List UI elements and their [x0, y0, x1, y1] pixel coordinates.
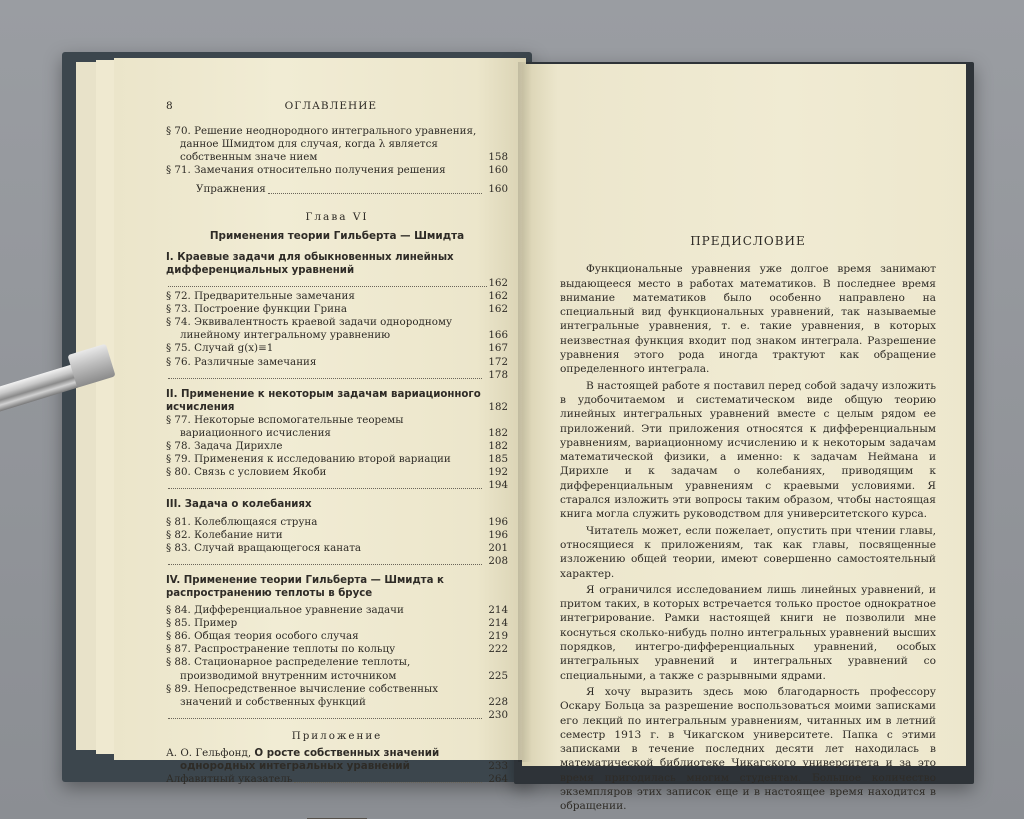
book-gutter	[518, 62, 532, 762]
toc-part-end-page: 230	[166, 709, 508, 722]
toc-entry: § 76. Различные замечания 172	[166, 355, 508, 368]
toc-entry: § 71. Замечания относительно получения решения 160	[166, 164, 508, 177]
pen-clip	[67, 344, 115, 388]
toc-entry: § 72. Предварительные замечания 162	[166, 290, 508, 303]
toc-entry: § 87. Распространение теплоты по кольцу 222	[166, 643, 508, 656]
toc-entry: § 80. Связь с условием Якоби 192	[166, 466, 508, 479]
toc-entry: § 74. Эквивалентность краевой задачи однородному линейному интегральному уравнению 166	[166, 316, 508, 342]
toc-entry: § 84. Дифференциальное уравнение задачи 214	[166, 604, 508, 617]
preface-paragraph: Читатель может, если пожелает, опустить при чтении главы, относящиеся к приложениям, так как главы, посвященные изложению общей теории, имеют совершенно самостоятельный характер.	[560, 524, 936, 580]
toc-entry: § 89. Непосредственное вычисление собственных значений и собственных функций 228	[166, 682, 508, 708]
appendix-entry: А. О. Гельфонд, О росте собственных значений однородных интегральных уравнений 233	[166, 747, 508, 773]
toc-part-end-page: 208	[166, 555, 508, 568]
page-number: 8	[166, 100, 174, 112]
chapter-label: Глава VI	[305, 210, 369, 223]
right-page-preface	[522, 64, 966, 813]
toc-exercises: Упражнения 160	[196, 183, 508, 196]
preface-paragraph: Функциональные уравнения уже долгое время занимают выдающееся место в работах математиков. В последнее время внимание математиков было особенно направлено на специальный вид функциональных уравнений, так называемые интегральные уравнения, т. е. такие уравнения, в которых неизвестная функция входит под знаком интеграла. Разрешение уравнения этого рода иногда трактуют как обращение определенного интеграла.	[560, 263, 936, 376]
chapter-title: Применения теории Гильберта — Шмидта	[209, 229, 465, 242]
preface-title: ПРЕДИСЛОВИЕ	[690, 234, 806, 248]
toc-entry: § 70. Решение неоднородного интегрального уравнения, данное Шмидтом для случая, когда λ является собственным значе нием 158	[166, 125, 508, 164]
running-head-title: ОГЛАВЛЕНИЕ	[284, 100, 378, 112]
toc-entry: § 79. Применения к исследованию второй вариации 185	[166, 453, 508, 466]
toc-part-end-page: 178	[166, 369, 508, 382]
toc-part-3: III. Задача о колебаниях	[166, 499, 312, 511]
appendix-label: Приложение	[291, 729, 383, 742]
preface-paragraph: Я ограничился исследованием лишь линейных уравнений, и притом таких, в которых встречается только простое однократное интегрирование. Рамки настоящей книги не позволили мне коснуться сколько-нибудь полно интегральных уравнений высших порядков, интегро-дифференциальных уравнений, особых интегральных уравнений и интегральных уравнений со специальными, а также с разрывными ядрами.	[560, 583, 936, 682]
toc-entry: § 78. Задача Дирихле 182	[166, 440, 508, 453]
toc-entry: § 86. Общая теория особого случая 219	[166, 630, 508, 643]
toc-part-2: II. Применение к некоторым задачам вариационного исчисления 182	[166, 388, 508, 413]
toc-entry: § 75. Случай g(x)≡1 167	[166, 342, 508, 355]
left-page-toc	[114, 58, 526, 786]
toc-entry: § 77. Некоторые вспомогательные теоремы вариационного исчисления 182	[166, 413, 508, 439]
toc-entry: § 85. Пример 214	[166, 617, 508, 630]
toc-entry: § 82. Колебание нити 196	[166, 528, 508, 541]
toc-part-1: I. Краевые задачи для обыкновенных линейных дифференциальных уравнений 162	[166, 251, 508, 289]
running-head	[166, 100, 508, 113]
preface-paragraph: В настоящей работе я поставил перед собой задачу изложить в удобочитаемом и систематическом виде общую теорию линейных интегральных уравнений вместе с целым рядом ее приложений. Эти приложения относятся к дифференциальным уравнениям, вариационному исчислению и к некоторым задачам математической физики, а именно: к задачам Неймана и Дирихле и к задачам о колебаниях, приводящим к дифференциальным уравнениям с краевыми условиями. Я старался изложить эти вопросы таким образом, чтобы настоящая книга могла служить руководством для университетского курса.	[560, 379, 936, 521]
toc-entry: § 83. Случай вращающегося каната 201	[166, 541, 508, 554]
index-entry: Алфавитный указатель 264	[166, 773, 508, 786]
toc-entry: § 73. Построение функции Грина 162	[166, 303, 508, 316]
preface-paragraph: Я хочу выразить здесь мою благодарность профессору Оскару Больца за разрешение воспользоваться моими записками его лекций по интегральным уравнениям, читанных им в летний семестр 1913 г. в Чикагском университете. Папка с этими записками в течение последних десяти лет находилась в математической библиотеке Чикагского университета и за это время пригодилась многим студентам. Большое количество экземпляров этих записок еще и в настоящее время находится в обращении.	[560, 685, 936, 813]
toc-part-4: IV. Применение теории Гильберта — Шмидта к распространению теплоты в брусе	[166, 574, 444, 599]
toc-entry: § 88. Стационарное распределение теплоты, производимой внутренним источником 225	[166, 656, 508, 682]
toc-part-end-page: 194	[166, 479, 508, 492]
toc-entry: § 81. Колеблющаяся струна 196	[166, 515, 508, 528]
